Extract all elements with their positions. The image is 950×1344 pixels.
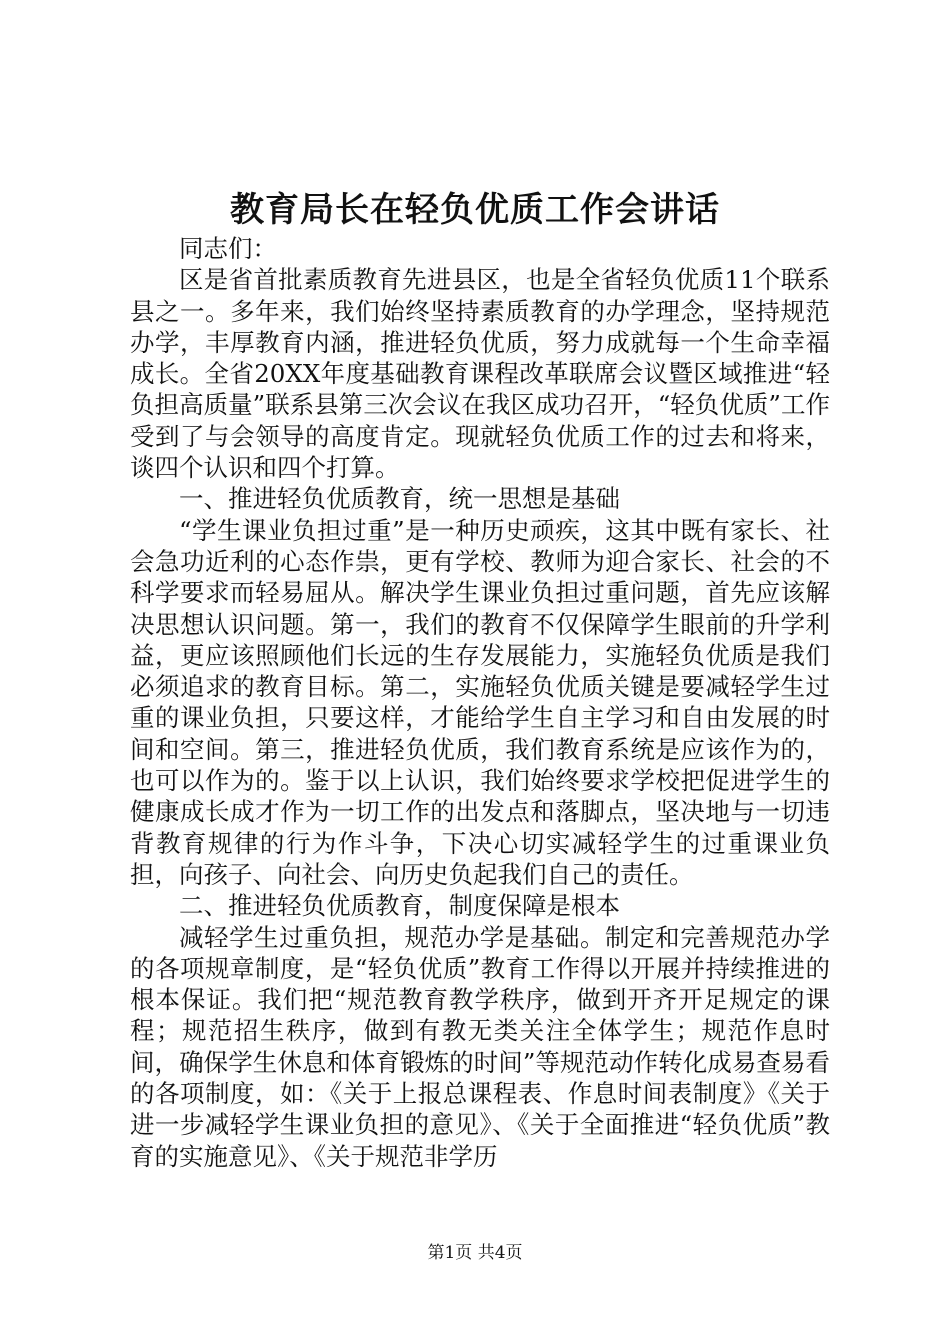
document-title: 教育局长在轻负优质工作会讲话 <box>230 190 720 230</box>
intro-paragraph: 区是省首批素质教育先进县区，也是全省轻负优质11个联系县之一。多年来，我们始终坚持素质教育的办学理念，坚持规范办学，丰厚教育内涵，推进轻负优质，努力成就每一个生命幸福成长。全省20XX年度基础教育课程改革联席会议暨区域推进“轻负担高质量”联系县第三次会议在我区成功召开，“轻负优质”工作受到了与会领导的高度肯定。现就轻负优质工作的过去和将来，谈四个认识和四个打算。 <box>130 265 830 483</box>
section-paragraph-1: “学生课业负担过重”是一种历史顽疾，这其中既有家长、社会急功近利的心态作祟，更有学校、教师为迎合家长、社会的不科学要求而轻易屈从。解决学生课业负担过重问题，首先应该解决思想认识问题。第一，我们的教育不仅保障学生眼前的升学利益，更应该照顾他们长远的生存发展能力，实施轻负优质是我们必须追求的教育目标。第二，实施轻负优质关键是要减轻学生过重的课业负担，只要这样，才能给学生自主学习和自由发展的时间和空间。第三，推进轻负优质，我们教育系统是应该作为的，也可以作为的。鉴于以上认识，我们始终要求学校把促进学生的健康成长成才作为一切工作的出发点和落脚点，坚决地与一切违背教育规律的行为作斗争，下决心切实减轻学生的过重课业负担，向孩子、向社会、向历史负起我们自己的责任。 <box>130 515 830 889</box>
section-paragraph-2: 减轻学生过重负担，规范办学是基础。制定和完善规范办学的各项规章制度，是“轻负优质”教育工作得以开展并持续推进的根本保证。我们把“规范教育教学秩序，做到开齐开足规定的课程；规范招生秩序，做到有教无类关注全体学生；规范作息时间，确保学生休息和体育锻炼的时间”等规范动作转化成易查易看的各项制度，如：《关于上报总课程表、作息时间表制度》《关于进一步减轻学生课业负担的意见》、《关于全面推进“轻负优质”教育的实施意见》、《关于规范非学历 <box>130 922 830 1171</box>
section-heading-2: 二、推进轻负优质教育，制度保障是根本 <box>179 891 620 921</box>
page-number-footer: 第1页 共4页 <box>427 1243 523 1263</box>
section-heading-1: 一、推进轻负优质教育，统一思想是基础 <box>179 484 620 514</box>
salutation-paragraph: 同志们： <box>179 234 277 263</box>
document-body <box>130 233 830 1172</box>
